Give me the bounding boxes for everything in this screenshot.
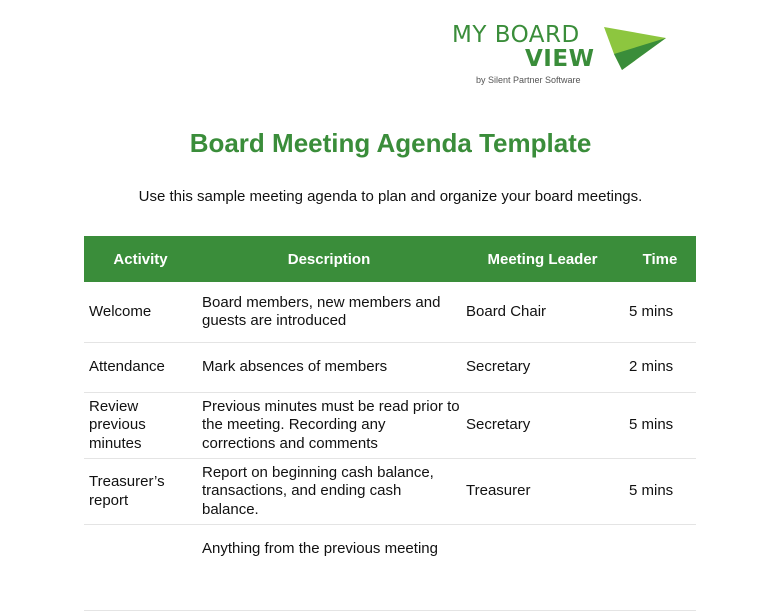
logo-text-line2: VIEW bbox=[525, 46, 595, 72]
cell-leader: Secretary bbox=[461, 393, 624, 459]
cell-activity bbox=[84, 525, 197, 611]
cell-description: Anything from the previous meeting bbox=[197, 525, 461, 611]
table-row bbox=[84, 393, 696, 459]
cell-leader: Secretary bbox=[461, 343, 624, 393]
cell-leader: Board Chair bbox=[461, 282, 624, 343]
header-time: Time bbox=[624, 236, 696, 282]
page-title: Board Meeting Agenda Template bbox=[189, 128, 592, 158]
cell-time: 5 mins bbox=[624, 393, 696, 459]
cell-activity: Treasurer’s report bbox=[84, 459, 197, 525]
cell-description: Board members, new members and guests are introduced bbox=[197, 282, 461, 343]
cell-leader: Treasurer bbox=[461, 459, 624, 525]
cell-time: 2 mins bbox=[624, 343, 696, 393]
cell-description: Mark absences of members bbox=[197, 343, 461, 393]
brand-logo bbox=[452, 22, 672, 92]
header-description: Description bbox=[197, 236, 461, 282]
cell-time: 5 mins bbox=[624, 282, 696, 343]
cell-activity: Attendance bbox=[84, 343, 197, 393]
table-row bbox=[84, 459, 696, 525]
table-header-row bbox=[84, 236, 696, 282]
table-row bbox=[84, 282, 696, 343]
cell-description: Report on beginning cash balance, transactions, and ending cash balance. bbox=[197, 459, 461, 525]
logo-swoosh-icon bbox=[604, 24, 666, 70]
logo-text-line1: MY BOARD bbox=[452, 22, 580, 48]
header-activity: Activity bbox=[84, 236, 197, 282]
header-meeting-leader: Meeting Leader bbox=[461, 236, 624, 282]
table-row bbox=[84, 525, 696, 611]
agenda-table bbox=[84, 236, 696, 611]
page-subtitle: Use this sample meeting agenda to plan and organize your board meetings. bbox=[138, 188, 643, 205]
cell-leader bbox=[461, 525, 624, 611]
cell-time: 5 mins bbox=[624, 459, 696, 525]
cell-time bbox=[624, 525, 696, 611]
logo-byline: by Silent Partner Software bbox=[476, 75, 581, 85]
cell-description: Previous minutes must be read prior to the meeting. Recording any corrections and comments bbox=[197, 393, 461, 459]
cell-activity: Review previous minutes bbox=[84, 393, 197, 459]
table-row bbox=[84, 343, 696, 393]
cell-activity: Welcome bbox=[84, 282, 197, 343]
